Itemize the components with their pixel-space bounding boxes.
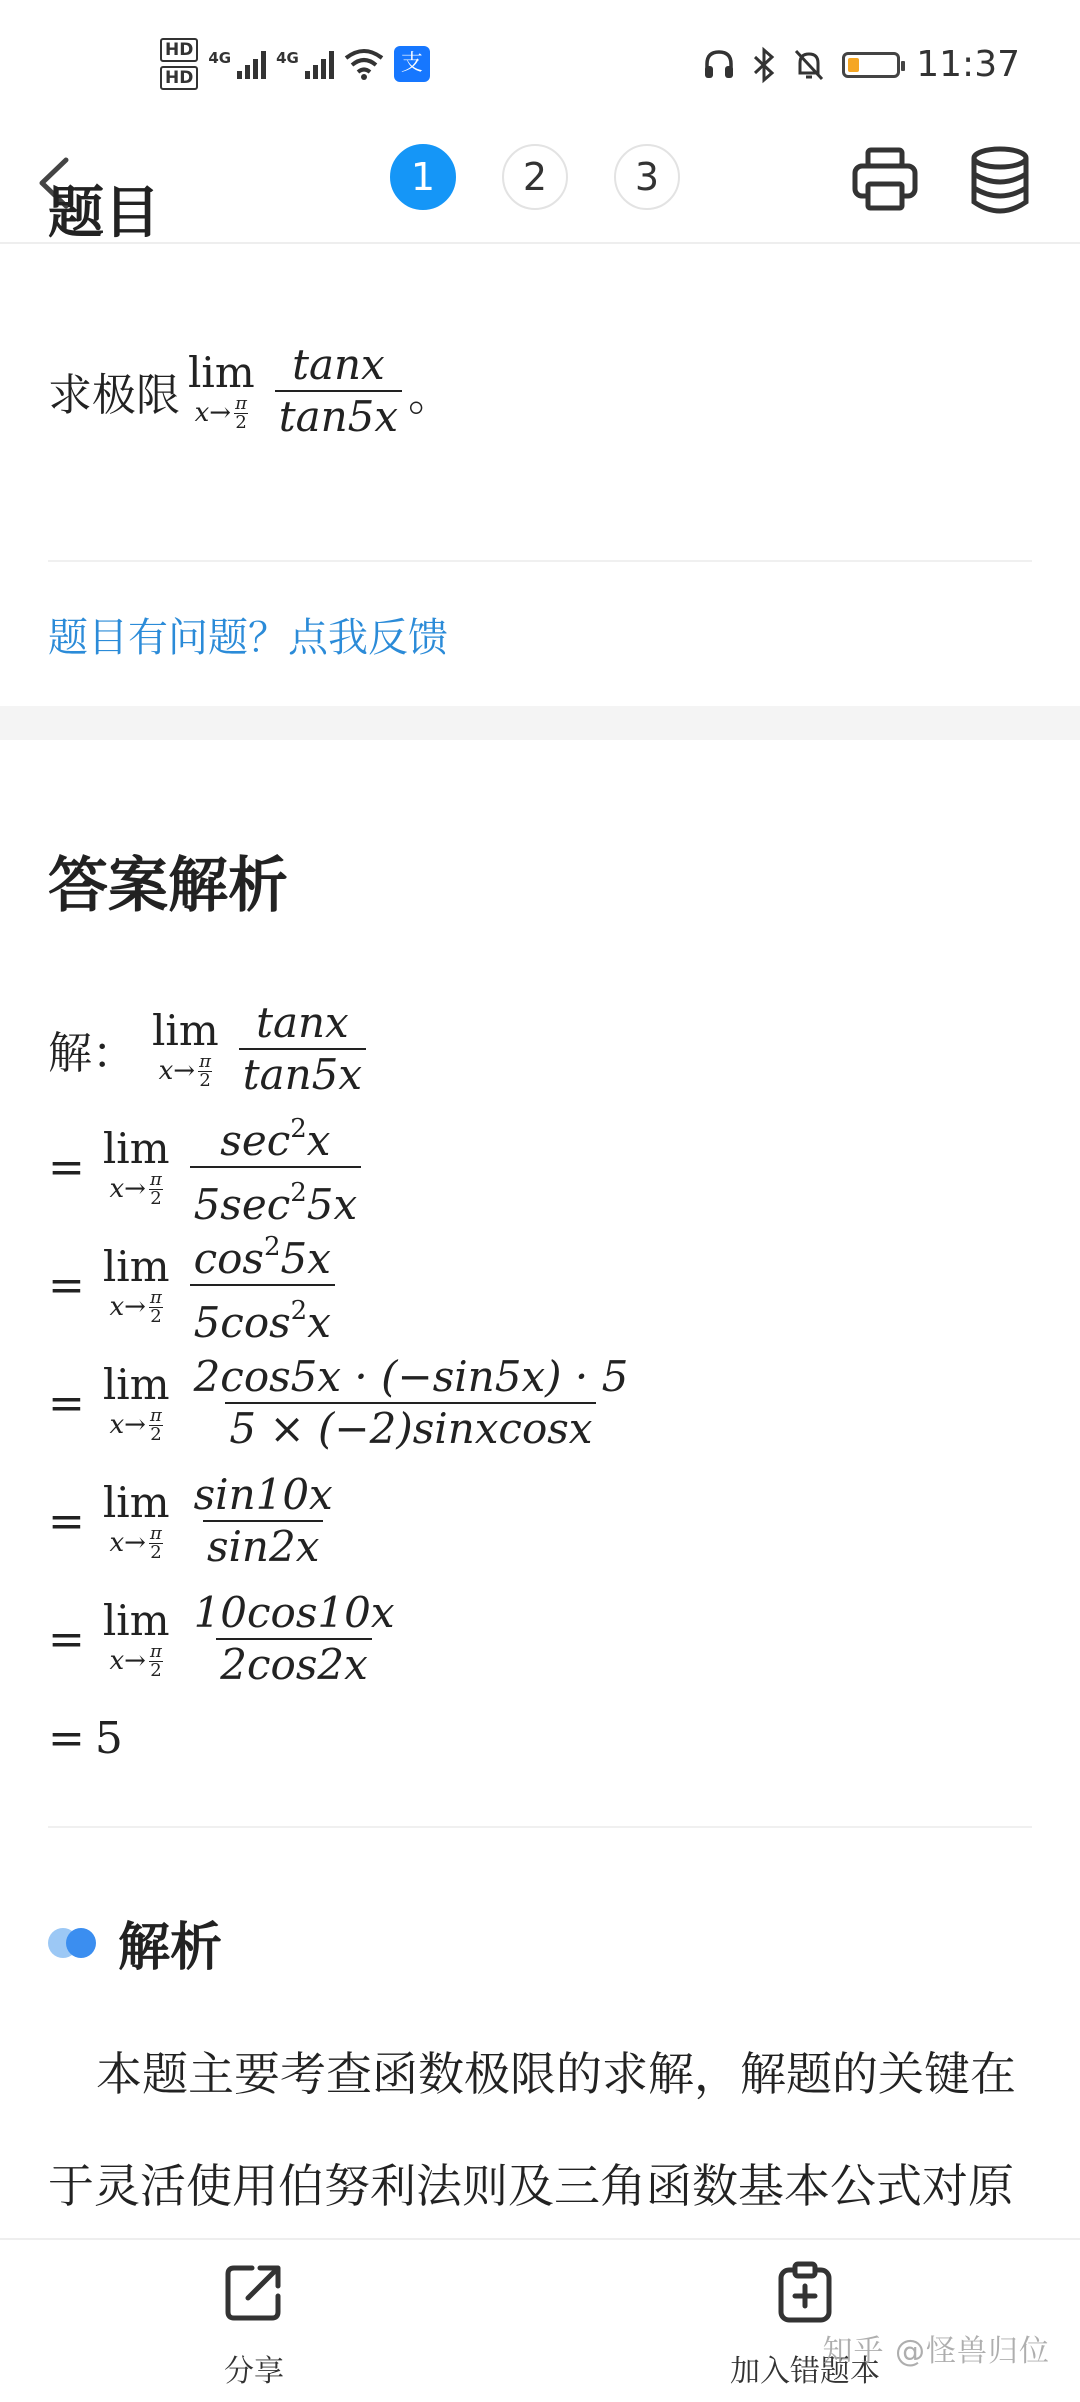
fraction-numerator: tanx — [292, 340, 385, 389]
fraction-denominator: tan5x — [275, 390, 402, 442]
bottom-action-bar — [0, 2238, 1080, 2402]
status-bar — [0, 0, 1080, 130]
top-nav-bar — [0, 130, 1080, 244]
question-prefix: 求极限 — [48, 370, 180, 421]
solution-step: = lim x→ π 2 $\frac{\cos^25x}{5\cos^2x}$ — [48, 1226, 638, 1344]
solution-step: = lim x→ π 2 $\frac{\sin 10x}{\sin 2x}$ — [48, 1470, 333, 1571]
share-icon — [222, 2260, 286, 2324]
feedback-link[interactable]: 题目有问题？点我反馈 — [48, 615, 448, 661]
coins-icon[interactable] — [968, 144, 1032, 216]
analysis-text: 本题主要考查函数极限的求解，解题的关键在于灵活使用伯努利法则及三角函数基本公式对原 — [48, 2047, 1016, 2213]
solution-steps — [48, 990, 638, 1778]
bluetooth-icon — [752, 47, 776, 83]
solution-step: = lim x→ π 2 $\frac{\sec^2x}{5\sec^25x}$ — [48, 1108, 638, 1226]
solution-final: = 5 — [48, 1712, 123, 1764]
signal-2-icon: 4G — [276, 49, 334, 79]
alipay-icon: 支 — [394, 46, 430, 82]
question-section-title: 题目 — [48, 181, 160, 246]
question-tab-1[interactable]: 1 — [390, 144, 456, 210]
question-text — [48, 340, 452, 442]
solution-step: = lim x→ π 2 $\frac{2\cos 5x \cdot (-\sin 5x) \cdot 5}{\text{5 × (−2)sinxcosx}}$ — [48, 1352, 629, 1453]
question-fraction — [275, 340, 402, 442]
hd1-indicator: HD — [160, 38, 198, 62]
hd2-indicator: HD — [160, 66, 198, 90]
mute-icon — [792, 47, 826, 83]
limit-operator: lim x→ π 2 — [188, 347, 255, 433]
question-tab-2[interactable]: 2 — [502, 144, 568, 210]
divider — [48, 560, 1032, 562]
printer-icon[interactable] — [850, 144, 920, 214]
question-tab-3[interactable]: 3 — [614, 144, 680, 210]
add-to-wrong-book-button[interactable] — [730, 2260, 880, 2390]
section-separator — [0, 706, 1080, 740]
answer-section-title: 答案解析 — [48, 851, 288, 921]
final-value: 5 — [94, 1712, 123, 1764]
analysis-title: 解析 — [118, 1918, 223, 1978]
solution-step: 解： lim x→ π 2 $\frac{\tan x}{\tan 5x}$ — [48, 990, 638, 1108]
clipboard-add-icon — [773, 2260, 837, 2324]
watermark: 知乎 @怪兽归位 — [822, 2334, 1050, 2369]
analysis-dots-icon — [48, 1928, 100, 1958]
headset-icon — [702, 48, 736, 82]
battery-icon — [842, 52, 900, 78]
divider — [48, 1826, 1032, 1828]
question-suffix: 。 — [408, 370, 453, 421]
add-wrong-label: 加入错题本 — [730, 2354, 880, 2389]
question-pager — [390, 144, 680, 210]
share-button[interactable] — [222, 2260, 286, 2390]
wifi-icon — [344, 48, 384, 80]
solution-step: = lim x→ π 2 $\frac{10\cos 10x}{2\cos 2x}$ — [48, 1588, 395, 1689]
analysis-header — [48, 1905, 222, 1980]
share-label: 分享 — [224, 2354, 284, 2389]
clock: 11:37 — [916, 44, 1020, 85]
signal-1-icon: 4G — [208, 49, 266, 79]
